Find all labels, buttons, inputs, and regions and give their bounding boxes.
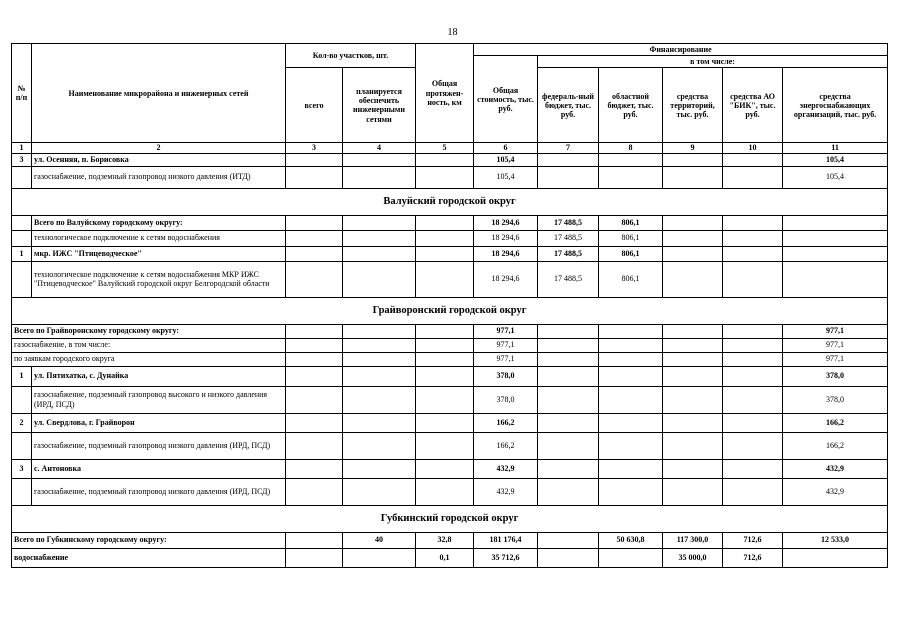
cell-name: мкр. ИЖС "Птицеводческое"	[32, 246, 286, 261]
table-row	[12, 352, 888, 366]
cell-regional	[599, 352, 663, 366]
cell-name: по заявкам городского округа	[12, 352, 286, 366]
cell-plots-planned	[343, 459, 416, 478]
cell-num	[12, 166, 32, 188]
cell-territory: 117 300,0	[663, 532, 723, 548]
cell-regional	[599, 166, 663, 188]
cell-plots-total	[286, 386, 343, 413]
cell-bik	[723, 352, 783, 366]
cell-bik	[723, 366, 783, 386]
table-row	[12, 386, 888, 413]
cell-cost: 432,9	[474, 478, 538, 505]
cell-num: 3	[12, 459, 32, 478]
cell-federal	[538, 153, 599, 166]
cell-plots-total	[286, 432, 343, 459]
cell-length	[416, 352, 474, 366]
cell-cost: 35 712,6	[474, 548, 538, 567]
cell-plots-total	[286, 215, 343, 230]
cell-length	[416, 324, 474, 338]
column-number: 11	[783, 143, 888, 153]
header-bik: средства АО "БИК", тыс. руб.	[723, 68, 783, 143]
cell-cost: 166,2	[474, 413, 538, 432]
cell-name: газоснабжение, подземный газопровод низкого давления (ИРД, ПСД)	[32, 478, 286, 505]
cell-energy: 977,1	[783, 324, 888, 338]
header-federal: федераль-ный бюджет, тыс. руб.	[538, 68, 599, 143]
cell-plots-total	[286, 166, 343, 188]
cell-territory	[663, 366, 723, 386]
cell-regional: 50 630,8	[599, 532, 663, 548]
cell-plots-planned: 40	[343, 532, 416, 548]
cell-plots-total	[286, 413, 343, 432]
cell-plots-planned	[343, 215, 416, 230]
cell-name: технологическое подключение к сетям водоснабжения	[32, 230, 286, 246]
cell-length	[416, 413, 474, 432]
cell-federal	[538, 548, 599, 567]
cell-plots-total	[286, 261, 343, 297]
cell-federal	[538, 166, 599, 188]
cell-length	[416, 166, 474, 188]
section-row	[12, 297, 888, 324]
header-territory: средства территорий, тыс. руб.	[663, 68, 723, 143]
cell-plots-total	[286, 230, 343, 246]
column-number: 9	[663, 143, 723, 153]
cell-plots-total	[286, 324, 343, 338]
cell-plots-planned	[343, 338, 416, 352]
cell-plots-total	[286, 532, 343, 548]
header-including: в том числе:	[538, 56, 888, 68]
cell-length	[416, 246, 474, 261]
cell-cost: 18 294,6	[474, 215, 538, 230]
cell-cost: 105,4	[474, 153, 538, 166]
cell-regional: 806,1	[599, 230, 663, 246]
cell-territory	[663, 352, 723, 366]
table-row	[12, 432, 888, 459]
cell-bik	[723, 215, 783, 230]
cell-bik	[723, 246, 783, 261]
cell-federal	[538, 432, 599, 459]
cell-regional	[599, 338, 663, 352]
cell-bik: 712,6	[723, 532, 783, 548]
cell-plots-planned	[343, 386, 416, 413]
cell-territory: 35 000,0	[663, 548, 723, 567]
table-row	[12, 413, 888, 432]
cell-cost: 432,9	[474, 459, 538, 478]
cell-bik	[723, 413, 783, 432]
table-row	[12, 338, 888, 352]
table-row	[12, 261, 888, 297]
cell-num	[12, 261, 32, 297]
cell-bik	[723, 386, 783, 413]
header-num: № п/п	[12, 44, 32, 143]
cell-plots-total	[286, 352, 343, 366]
cell-bik: 712,6	[723, 548, 783, 567]
cell-regional	[599, 432, 663, 459]
table-row	[12, 215, 888, 230]
cell-bik	[723, 478, 783, 505]
cell-length	[416, 215, 474, 230]
header-plots-planned: планируется обеспечить инженерными сетями	[343, 68, 416, 143]
cell-name: газоснабжение, подземный газопровод низкого давления (ИТД)	[32, 166, 286, 188]
column-number-row	[12, 143, 888, 153]
cell-territory	[663, 215, 723, 230]
cell-federal	[538, 338, 599, 352]
cell-name: технологическое подключение к сетям водоснабжения МКР ИЖС "Птицеводческое" Валуйский городской округ Белгородской области	[32, 261, 286, 297]
cell-num	[12, 478, 32, 505]
column-number: 6	[474, 143, 538, 153]
cell-territory	[663, 432, 723, 459]
cell-cost: 18 294,6	[474, 246, 538, 261]
header-length: Общая протяжен-ность, км	[416, 44, 474, 143]
cell-energy: 977,1	[783, 352, 888, 366]
cell-territory	[663, 246, 723, 261]
cell-cost: 977,1	[474, 338, 538, 352]
table-row	[12, 532, 888, 548]
cell-regional: 806,1	[599, 215, 663, 230]
header-plots-total: всего	[286, 68, 343, 143]
cell-territory	[663, 324, 723, 338]
cell-regional: 806,1	[599, 246, 663, 261]
table-row	[12, 166, 888, 188]
cell-regional	[599, 153, 663, 166]
cell-cost: 378,0	[474, 366, 538, 386]
cell-plots-planned	[343, 230, 416, 246]
table-row	[12, 230, 888, 246]
column-number: 3	[286, 143, 343, 153]
cell-energy: 432,9	[783, 478, 888, 505]
cell-num	[12, 230, 32, 246]
cell-plots-total	[286, 153, 343, 166]
cell-num: 1	[12, 246, 32, 261]
cell-plots-total	[286, 366, 343, 386]
table-row	[12, 366, 888, 386]
cell-federal: 17 488,5	[538, 230, 599, 246]
cell-cost: 977,1	[474, 324, 538, 338]
cell-length	[416, 432, 474, 459]
cell-federal	[538, 352, 599, 366]
cell-num	[12, 432, 32, 459]
cell-regional	[599, 386, 663, 413]
cell-cost: 977,1	[474, 352, 538, 366]
cell-regional	[599, 548, 663, 567]
cell-plots-total	[286, 459, 343, 478]
cell-bik	[723, 153, 783, 166]
cell-plots-total	[286, 246, 343, 261]
cell-energy: 105,4	[783, 166, 888, 188]
cell-length	[416, 153, 474, 166]
cell-energy: 378,0	[783, 366, 888, 386]
cell-regional: 806,1	[599, 261, 663, 297]
cell-federal	[538, 366, 599, 386]
cell-num: 3	[12, 153, 32, 166]
cell-num: 1	[12, 366, 32, 386]
cell-name: Всего по Грайворонскому городскому округу:	[12, 324, 286, 338]
cell-territory	[663, 166, 723, 188]
cell-territory	[663, 413, 723, 432]
cell-plots-total	[286, 338, 343, 352]
cell-bik	[723, 459, 783, 478]
cell-territory	[663, 153, 723, 166]
column-number: 5	[416, 143, 474, 153]
cell-length	[416, 386, 474, 413]
cell-cost: 105,4	[474, 166, 538, 188]
cell-energy: 166,2	[783, 432, 888, 459]
cell-bik	[723, 230, 783, 246]
cell-regional	[599, 478, 663, 505]
cell-plots-planned	[343, 261, 416, 297]
section-row	[12, 505, 888, 532]
cell-num	[12, 386, 32, 413]
cell-cost: 18 294,6	[474, 261, 538, 297]
table-row	[12, 548, 888, 567]
cell-bik	[723, 338, 783, 352]
page-number: 18	[447, 27, 458, 38]
cell-regional	[599, 459, 663, 478]
section-title: Грайворонский городской округ	[12, 297, 888, 324]
cell-federal	[538, 386, 599, 413]
cell-bik	[723, 166, 783, 188]
table-row	[12, 324, 888, 338]
cell-federal	[538, 532, 599, 548]
cell-length	[416, 338, 474, 352]
table-row	[12, 478, 888, 505]
section-row	[12, 188, 888, 215]
cell-length	[416, 261, 474, 297]
header-regional: областной бюджет, тыс. руб.	[599, 68, 663, 143]
cell-federal	[538, 324, 599, 338]
cell-plots-planned	[343, 246, 416, 261]
cell-federal: 17 488,5	[538, 261, 599, 297]
cell-energy: 378,0	[783, 386, 888, 413]
cell-name: газоснабжение, в том числе:	[12, 338, 286, 352]
cell-federal	[538, 478, 599, 505]
cell-regional	[599, 324, 663, 338]
cell-federal: 17 488,5	[538, 246, 599, 261]
table-row	[12, 459, 888, 478]
cell-territory	[663, 459, 723, 478]
cell-energy: 432,9	[783, 459, 888, 478]
cell-energy	[783, 261, 888, 297]
cell-energy	[783, 215, 888, 230]
cell-plots-planned	[343, 432, 416, 459]
cell-federal: 17 488,5	[538, 215, 599, 230]
cell-cost: 181 176,4	[474, 532, 538, 548]
cell-num: 2	[12, 413, 32, 432]
cell-name: Всего по Валуйскому городскому округу:	[32, 215, 286, 230]
cell-length: 0,1	[416, 548, 474, 567]
column-number: 7	[538, 143, 599, 153]
cell-federal	[538, 459, 599, 478]
cell-name: ул. Свердлова, г. Грайворон	[32, 413, 286, 432]
cell-name: Всего по Губкинскому городскому округу:	[12, 532, 286, 548]
cell-territory	[663, 261, 723, 297]
cell-length: 32,8	[416, 532, 474, 548]
cell-energy	[783, 246, 888, 261]
cell-plots-planned	[343, 413, 416, 432]
table-row	[12, 246, 888, 261]
financing-table	[11, 43, 888, 568]
cell-bik	[723, 324, 783, 338]
cell-name: с. Антоновка	[32, 459, 286, 478]
column-number: 1	[12, 143, 32, 153]
cell-energy: 105,4	[783, 153, 888, 166]
column-number: 10	[723, 143, 783, 153]
header-name: Наименование микрорайона и инженерных сетей	[32, 44, 286, 143]
cell-plots-planned	[343, 548, 416, 567]
cell-plots-planned	[343, 166, 416, 188]
cell-plots-planned	[343, 153, 416, 166]
cell-cost: 18 294,6	[474, 230, 538, 246]
section-title: Валуйский городской округ	[12, 188, 888, 215]
cell-energy	[783, 230, 888, 246]
cell-plots-total	[286, 478, 343, 505]
cell-cost: 166,2	[474, 432, 538, 459]
cell-energy: 12 533,0	[783, 532, 888, 548]
header-plots: Кол-во участков, шт.	[286, 44, 416, 68]
cell-length	[416, 366, 474, 386]
cell-length	[416, 478, 474, 505]
header-cost: Общая стоимость, тыс. руб.	[474, 56, 538, 143]
section-title: Губкинский городской округ	[12, 505, 888, 532]
table-body	[12, 153, 888, 567]
table-row	[12, 153, 888, 166]
cell-federal	[538, 413, 599, 432]
cell-bik	[723, 432, 783, 459]
header-energy: средства энергоснабжающих организаций, тыс. руб.	[783, 68, 888, 143]
cell-num	[12, 215, 32, 230]
column-number: 8	[599, 143, 663, 153]
column-number: 4	[343, 143, 416, 153]
cell-plots-planned	[343, 324, 416, 338]
table-header	[12, 44, 888, 154]
cell-name: ул. Осенняя, п. Борисовка	[32, 153, 286, 166]
cell-energy	[783, 548, 888, 567]
cell-regional	[599, 413, 663, 432]
cell-plots-planned	[343, 366, 416, 386]
cell-plots-planned	[343, 478, 416, 505]
cell-regional	[599, 366, 663, 386]
cell-length	[416, 459, 474, 478]
cell-energy: 977,1	[783, 338, 888, 352]
cell-territory	[663, 230, 723, 246]
cell-territory	[663, 386, 723, 413]
header-financing: Финансирование	[474, 44, 888, 56]
cell-length	[416, 230, 474, 246]
column-number: 2	[32, 143, 286, 153]
cell-name: водоснабжение	[12, 548, 286, 567]
cell-name: газоснабжение, подземный газопровод высокого и низкого давления (ИРД, ПСД)	[32, 386, 286, 413]
cell-name: газоснабжение, подземный газопровод низкого давления (ИРД, ПСД)	[32, 432, 286, 459]
cell-plots-total	[286, 548, 343, 567]
cell-territory	[663, 478, 723, 505]
cell-name: ул. Пятихатка, с. Дунайка	[32, 366, 286, 386]
cell-bik	[723, 261, 783, 297]
cell-territory	[663, 338, 723, 352]
cell-cost: 378,0	[474, 386, 538, 413]
cell-energy: 166,2	[783, 413, 888, 432]
cell-plots-planned	[343, 352, 416, 366]
